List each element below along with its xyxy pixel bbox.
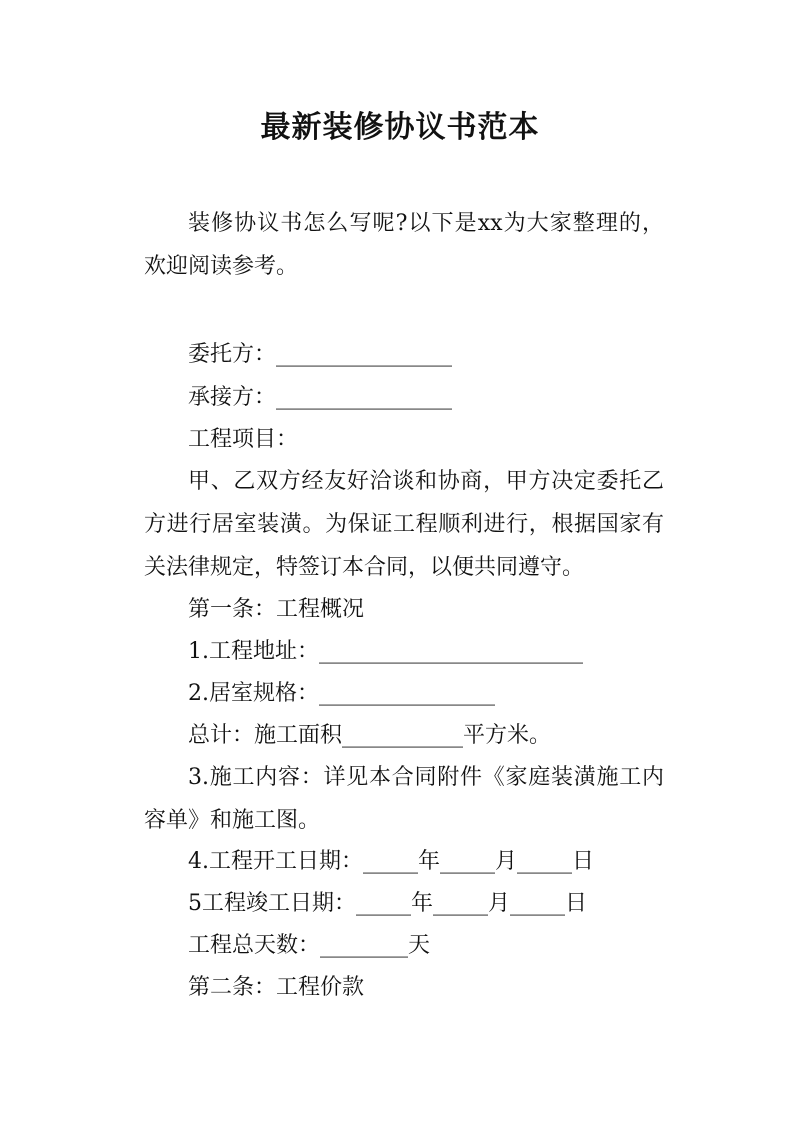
agreement-paragraph: 甲、乙双方经友好洽谈和协商，甲方决定委托乙方进行居室装潢。为保证工程顺利进行，根据国家有关法律规定，特签订本合同，以便共同遵守。 bbox=[144, 469, 664, 580]
document-title: 最新装修协议书范本 bbox=[260, 110, 540, 145]
start-date-line: 4.工程开工日期：_____年_____月_____日 bbox=[188, 849, 594, 874]
article-1-heading: 第一条：工程概况 bbox=[188, 597, 365, 622]
total-days-line: 工程总天数：________天 bbox=[188, 933, 431, 958]
room-spec-line: 2.居室规格：________________ bbox=[188, 681, 495, 706]
construction-content-paragraph: 3.施工内容：详见本合同附件《家庭装潢施工内容单》和施工图。 bbox=[144, 765, 664, 833]
project-label: 工程项目： bbox=[188, 427, 299, 452]
intro-paragraph: 装修协议书怎么写呢?以下是xx为大家整理的，欢迎阅读参考。 bbox=[144, 211, 664, 279]
party-a-line: 委托方：________________ bbox=[188, 342, 453, 367]
end-date-line: 5工程竣工日期：_____年_____月_____日 bbox=[188, 891, 587, 916]
article-2-heading: 第二条：工程价款 bbox=[188, 975, 365, 1000]
party-b-line: 承接方：________________ bbox=[188, 385, 453, 410]
project-address-line: 1.工程地址：________________________ bbox=[188, 639, 583, 664]
total-area-line: 总计：施工面积___________平方米。 bbox=[188, 723, 552, 748]
